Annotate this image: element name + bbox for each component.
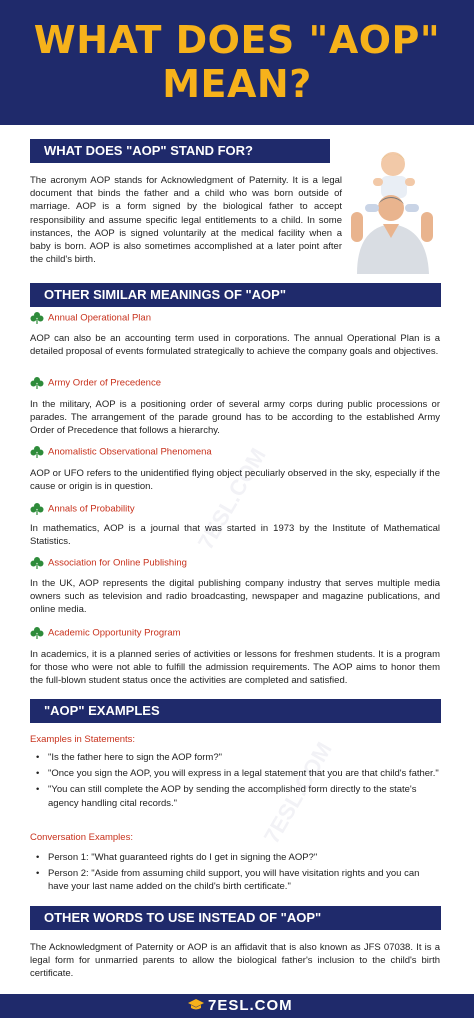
clover-icon <box>30 557 44 569</box>
list-item: • Person 1: "What guaranteed rights do I get in signing the AOP?" <box>30 851 440 864</box>
conversation-label: Conversation Examples: <box>30 832 133 843</box>
list-item: • "Once you sign the AOP, you will express in a legal statement that you are that child's father." <box>30 767 440 780</box>
footer-bar <box>0 994 474 1018</box>
clover-icon <box>30 503 44 515</box>
section-heading-examples: "AOP" EXAMPLES <box>30 699 441 723</box>
meaning-text-1: In the military, AOP is a positioning order of several army corps during public processions or parades. The arrangement of the parade ground has to be according to the established Army Order of Precedence that follows a hierarchy. <box>30 399 440 437</box>
footer-logo[interactable]: 7ESL.COM <box>188 997 293 1014</box>
watermark: 7ESL.COM <box>258 737 337 848</box>
meaning-text-0: AOP can also be an accounting term used in corporations. The annual Operational Plan is a detailed proposal of events formulated strategically to achieve the company goals and objectives. <box>30 333 440 358</box>
watermark: 7ESL.COM <box>192 443 271 554</box>
section-heading-stand-for: WHAT DOES "AOP" STAND FOR? <box>30 139 330 163</box>
meaning-title-3: Annals of Probability <box>30 503 135 519</box>
meaning-text-4: In the UK, AOP represents the digital publishing company industry that serves multiple media owners such as television and radio broadcasting, newspaper and magazine publications, and online media. <box>30 578 440 616</box>
meaning-text-2: AOP or UFO refers to the unidentified flying object peculiarly observed in the sky, especially if the cause or origin is in question. <box>30 468 440 493</box>
father-and-child-photo <box>343 146 445 274</box>
other-words-text: The Acknowledgment of Paternity or AOP is an affidavit that is also known as JFS 07038. It is a legal form for unmarried parents to allow the biological father's inclusion to the child's birth certificate. <box>30 942 440 980</box>
section-heading-similar-meanings: OTHER SIMILAR MEANINGS OF "AOP" <box>30 283 441 307</box>
meaning-title-0: Annual Operational Plan <box>30 312 151 328</box>
meaning-title-1: Army Order of Precedence <box>30 377 161 393</box>
list-item: • "Is the father here to sign the AOP form?" <box>30 751 440 764</box>
title-line-1: WHAT DOES "AOP" <box>33 18 441 62</box>
clover-icon <box>30 377 44 389</box>
section-heading-other-words: OTHER WORDS TO USE INSTEAD OF "AOP" <box>30 906 441 930</box>
meaning-text-3: In mathematics, AOP is a journal that was started in 1973 by the Institute of Mathematical Statistics. <box>30 523 440 548</box>
conversation-list <box>30 851 440 897</box>
graduation-cap-icon <box>188 999 204 1011</box>
meaning-title-4: Association for Online Publishing <box>30 557 187 573</box>
stand-for-text: The acronym AOP stands for Acknowledgment of Paternity. It is a legal document that binds the father and a child who was born outside of marriage. AOP is a form signed by the biological father to accept responsibility and assume specific legal entitlements to a child. In some instances, the AOP is signed voluntarily at the medical facility when a baby is born. AOP is also sometimes accomplished at a later point after the child's birth. <box>30 175 342 266</box>
list-item: • Person 2: "Aside from assuming child support, you will have visitation rights and you can have your last name added on the child's birth certificate." <box>30 867 440 893</box>
statements-label: Examples in Statements: <box>30 734 136 745</box>
clover-icon <box>30 446 44 458</box>
meaning-title-2: Anomalistic Observational Phenomena <box>30 446 212 462</box>
clover-icon <box>30 312 44 324</box>
title-line-2: MEAN? <box>162 62 312 106</box>
clover-icon <box>30 627 44 639</box>
title-banner <box>0 0 474 125</box>
meaning-title-5: Academic Opportunity Program <box>30 627 181 643</box>
meaning-text-5: In academics, it is a planned series of activities or lessons for freshmen students. It is a program for those who were not able to fulfill the admission requirements. The AOP aims to honor them the full-blown student status once the activities are completed and satisfied. <box>30 649 440 687</box>
list-item: • "You can still complete the AOP by sending the accomplished form directly to the state's agency handling cital records." <box>30 783 440 809</box>
statements-list <box>30 751 440 813</box>
page-title <box>0 18 474 106</box>
